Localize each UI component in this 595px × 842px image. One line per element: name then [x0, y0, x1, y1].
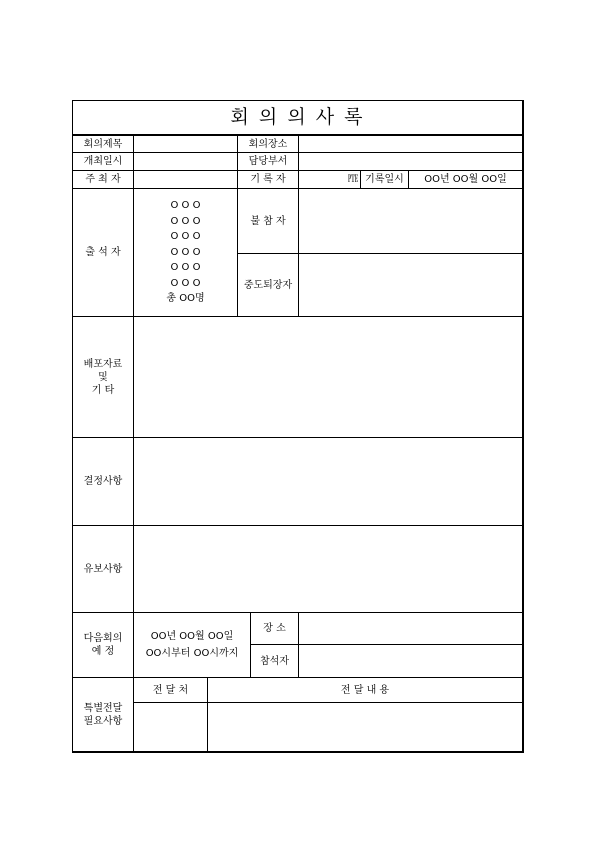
form-title: 회 의 의 사 록: [72, 100, 523, 135]
meeting-title-field[interactable]: [133, 135, 238, 153]
attendee-list[interactable]: [133, 188, 238, 317]
pending-label: 유보사항: [72, 525, 134, 613]
attendee-placeholder: O O O: [170, 231, 201, 243]
attendee-total: 총 OO명: [166, 293, 205, 305]
special-label: 특별전달 필요사항: [72, 677, 134, 752]
next-meeting-place-field[interactable]: [298, 612, 523, 645]
next-meeting-date-field[interactable]: [133, 612, 251, 678]
record-date-label: 기록일시: [360, 170, 409, 189]
department-field[interactable]: [298, 152, 523, 171]
next-meeting-date-line1: OO년 OO월 OO일: [150, 631, 234, 642]
recipient-header: 전 달 처: [133, 677, 208, 703]
attendee-placeholder: O O O: [170, 200, 201, 212]
recorder-label: 기 록 자: [237, 170, 299, 189]
attendees-label: 출 석 자: [72, 188, 134, 317]
content-header: 전 달 내 용: [207, 677, 523, 703]
next-meeting-place-label: 장 소: [250, 612, 299, 645]
meeting-datetime-label: 개최일시: [72, 152, 134, 171]
left-early-field[interactable]: [298, 253, 523, 317]
seal-mark: ㉐: [348, 174, 358, 185]
materials-label: 배포자료 및 기 타: [72, 316, 134, 438]
host-label: 주 최 자: [72, 170, 134, 189]
absent-label: 불 참 자: [237, 188, 299, 254]
meeting-place-label: 회의장소: [237, 135, 299, 153]
materials-field[interactable]: [133, 316, 523, 438]
attendee-placeholder: O O O: [170, 262, 201, 274]
meeting-place-field[interactable]: [298, 135, 523, 153]
next-meeting-date-line2: OO시부터 OO시까지: [145, 648, 239, 659]
absent-field[interactable]: [298, 188, 523, 254]
recipient-field[interactable]: [133, 702, 208, 752]
attendee-placeholder: O O O: [170, 246, 201, 258]
department-label: 담당부서: [237, 152, 299, 171]
attendee-placeholder: O O O: [170, 277, 201, 289]
content-field[interactable]: [207, 702, 523, 752]
next-meeting-attendees-label: 참석자: [250, 644, 299, 678]
meeting-datetime-field[interactable]: [133, 152, 238, 171]
record-date-value[interactable]: OO년 OO월 OO일: [408, 170, 523, 189]
decisions-field[interactable]: [133, 437, 523, 526]
next-meeting-label: 다음회의 예 정: [72, 612, 134, 678]
host-field[interactable]: [133, 170, 238, 189]
decisions-label: 결정사항: [72, 437, 134, 526]
pending-field[interactable]: [133, 525, 523, 613]
left-early-label: 중도퇴장자: [237, 253, 299, 317]
next-meeting-attendees-field[interactable]: [298, 644, 523, 678]
recorder-field[interactable]: [298, 170, 361, 189]
meeting-title-label: 회의제목: [72, 135, 134, 153]
attendee-placeholder: O O O: [170, 215, 201, 227]
